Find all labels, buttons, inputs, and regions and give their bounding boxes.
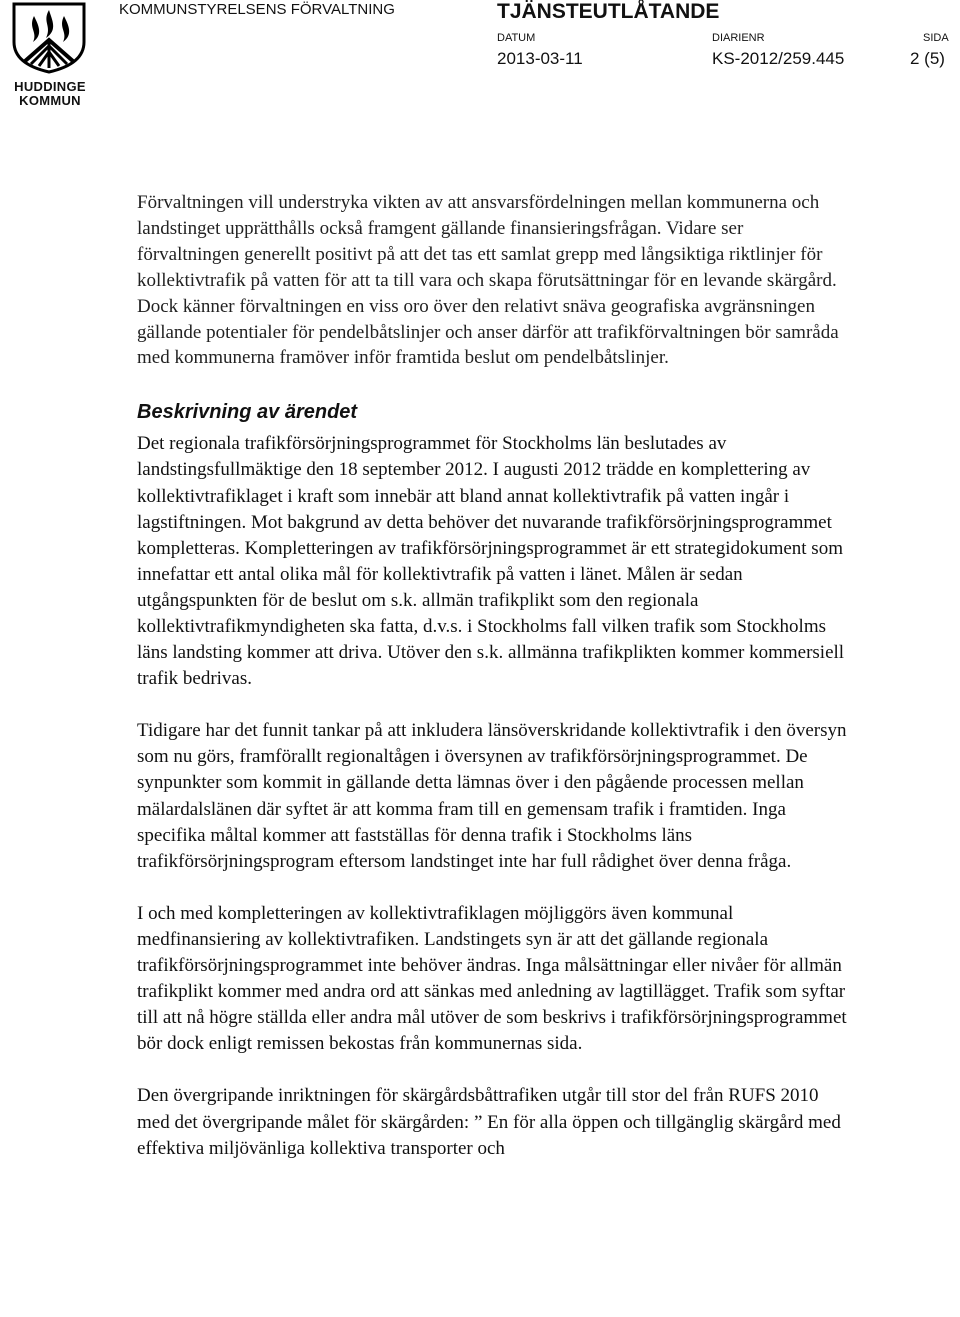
document-body: [137, 190, 847, 1188]
body-paragraph-3: I och med kompletteringen av kollektivtrafiklagen möjliggörs även kommunal medfinansiering av kollektivtrafiken. Landstingets syn är att det gällande regionala trafikförsörjningsprogrammet inte behöver ändras. Inga målsättningar eller nivåer för allmän trafikplikt kommer med andra ord att sänkas med anledning av lagtillägget. Trafik som syftar till att nå högre ställda eller andra mål utöver de som beskrivs i trafikförsörjningsprogrammet bör dock enligt remissen bekostas från kommunernas sida.: [137, 902, 847, 1055]
document-type: TJÄNSTEUTLÅTANDE: [497, 0, 720, 23]
body-paragraph-4: Den övergripande inriktningen för skärgårdsbåttrafiken utgår till stor del från RUFS 2010 med det övergripande målet för skärgården: ” En för alla öppen och tillgänglig skärgård med effektiva miljövänliga kollektiva transporter och: [137, 1085, 841, 1159]
municipality-logo: [0, 0, 100, 110]
page-label: SIDA: [923, 32, 949, 44]
body-paragraph-2: Tidigare har det funnit tankar på att inkludera länsöverskridande kollektivtrafik i den översyn som nu görs, framförallt regionaltågen i översynen av trafikförsörjningsprogrammet. De synpunkter som kommit in gällande detta lämnas över i den pågående processen mellan mälardalslänen där syftet är att komma fram till en gemensam trafik i framtiden. Inga specifika måltal kommer att fastställas för denna trafik i Stockholms läns trafikförsörjningsprogram eftersom landstinget inte har full rådighet över denna fråga.: [137, 720, 847, 872]
intro-paragraph: Förvaltningen vill understryka vikten av att ansvarsfördelningen mellan kommunerna och landstinget upprätthålls också framgent gällande finansieringsfrågan. Vidare ser förvaltningen generellt positivt på att det tas ett samlat grepp med långsiktiga riktlinjer för kollektivtrafik på vatten för att ta till vara och skapa förutsättningar för en levande skärgård. Dock känner förvaltningen en viss oro över den relativt snäva geografiska avgränsningen gällande potentialer för pendelbåtslinjer och anser därför att trafikförvaltningen bör samråda med kommunerna framöver inför framtida beslut om pendelbåtslinjer.: [137, 192, 839, 369]
registration-number: KS-2012/259.445: [712, 49, 845, 68]
body-paragraph-1: Det regionala trafikförsörjningsprogrammet för Stockholms län beslutades av landstingsfullmäktige den 18 september 2012. I augusti 2012 trädde en komplettering av kollektivtrafiklaget i kraft som innebär att bland annat kollektivtrafik på vatten ingår i lagstiftningen. Mot bakgrund av detta behöver det nuvarande trafikförsörjningsprogrammet kompletteras. Kompletteringen av trafikförsörjningsprogrammet är ett strategidokument som innefattar ett antal olika mål för kollektivtrafik på vatten i länet. Målen är sedan utgångspunkten för de beslut om s.k. allmän trafikplikt som den regionala kollektivtrafikmyndigheten ska fatta, d.v.s. i Stockholms fall vilken trafik som Stockholms läns landsting kommer att driva. Utöver den s.k. allmänna trafikplikten kommer kommersiell trafik bedrivas.: [137, 433, 845, 690]
logo-line-1: HUDDINGE: [14, 79, 86, 94]
huddinge-crest-icon: [6, 2, 92, 74]
registration-label: DIARIENR: [712, 32, 765, 44]
section-heading: Beskrivning av ärendet: [137, 401, 358, 424]
date-label: DATUM: [497, 32, 536, 44]
date-value: 2013-03-11: [497, 49, 583, 68]
organization-name: KOMMUNSTYRELSENS FÖRVALTNING: [119, 1, 395, 18]
page-number: 2 (5): [910, 49, 945, 68]
logo-line-2: KOMMUN: [19, 93, 81, 108]
